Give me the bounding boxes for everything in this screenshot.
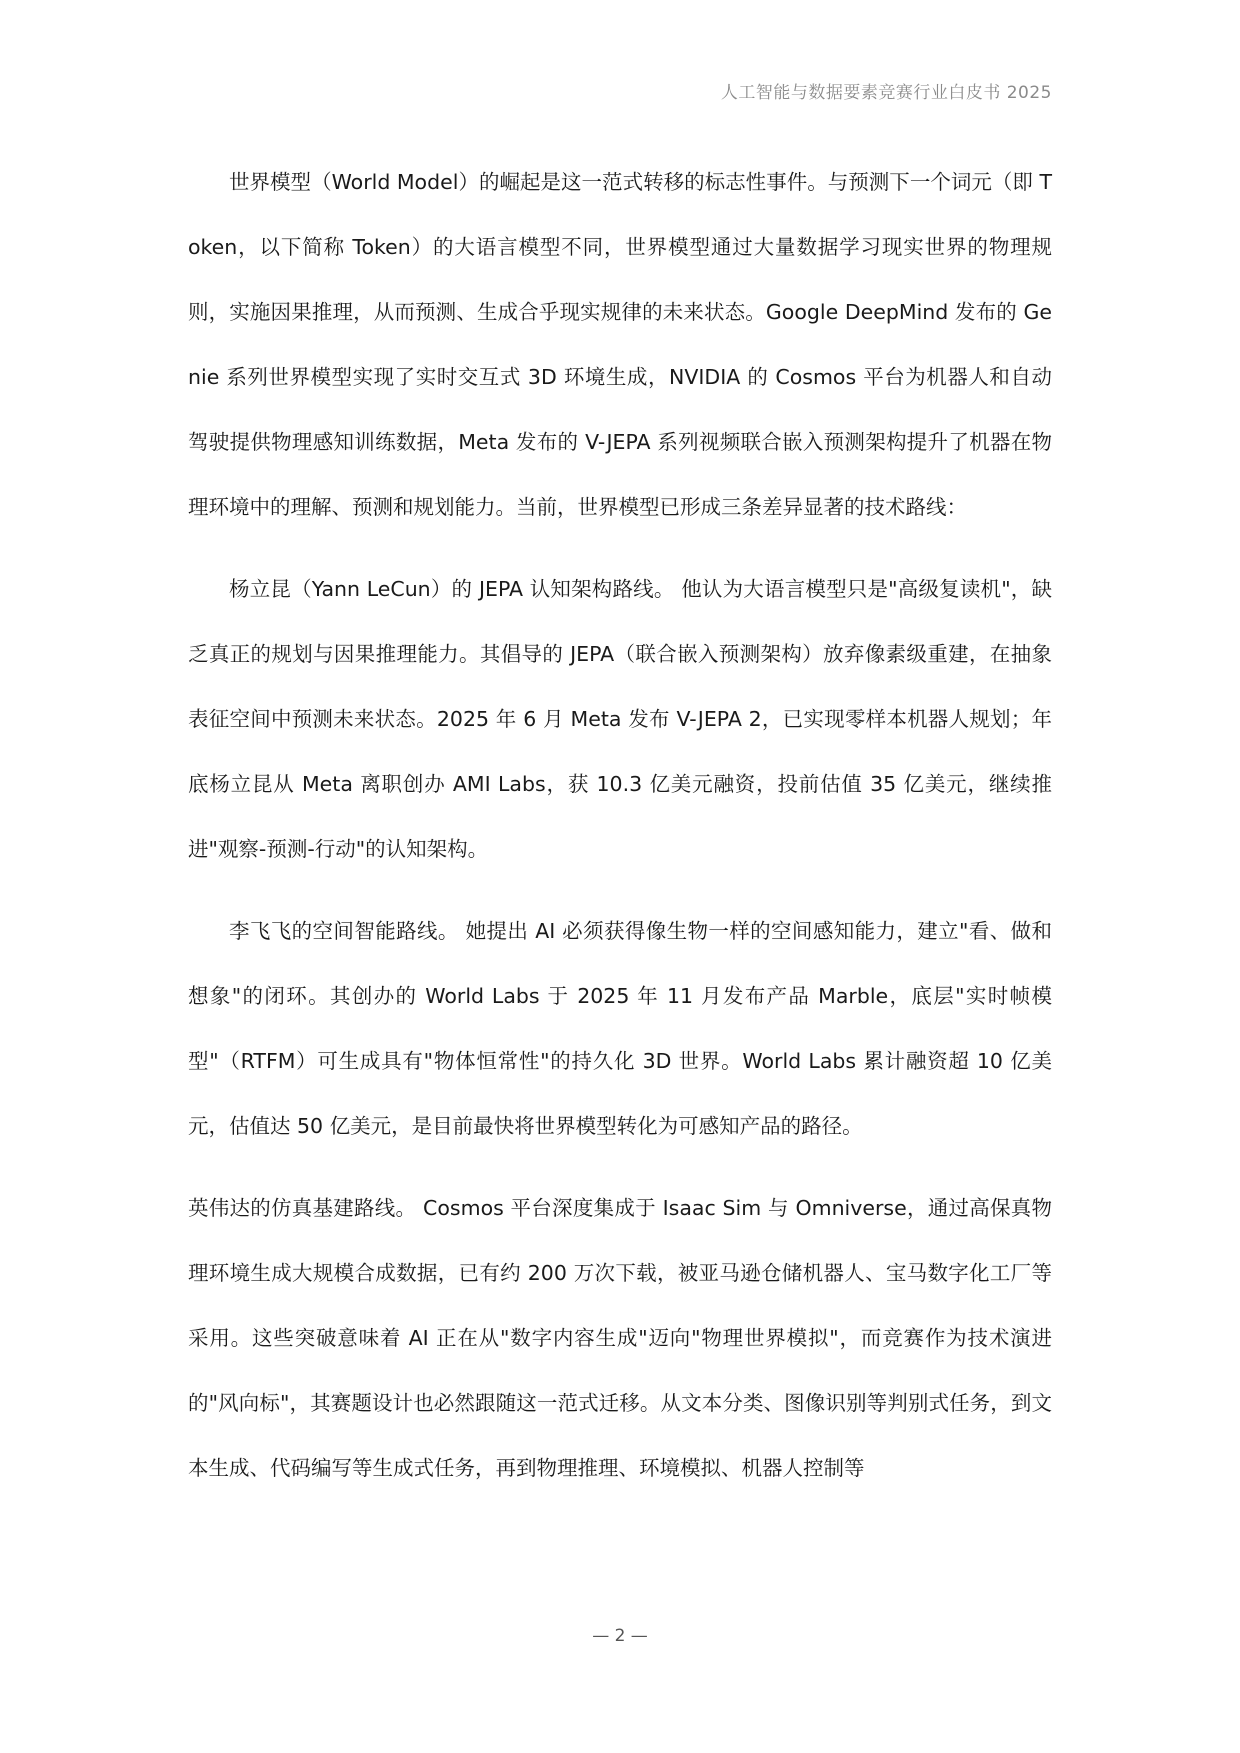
paragraph-jepa-route: 杨立昆（Yann LeCun）的 JEPA 认知架构路线。 他认为大语言模型只是"高级复读机"，缺乏真正的规划与因果推理能力。其倡导的 JEPA（联合嵌入预测架构）放弃像素级重建，在抽象表征空间中预测未来状态。2025 年 6 月 Meta 发布 V-JEPA 2，已实现零样本机器人规划；年底杨立昆从 Meta 离职创办 AMI Labs，获 10.3 亿美元融资，投前估值 35 亿美元，继续推进"观察-预测-行动"的认知架构。 [188,577,1052,861]
paragraph-simulation-route: 英伟达的仿真基建路线。 Cosmos 平台深度集成于 Isaac Sim 与 Omniverse，通过高保真物理环境生成大规模合成数据，已有约 200 万次下载，被亚马逊仓储机器人、宝马数字化工厂等采用。这些突破意味着 AI 正在从"数字内容生成"迈向"物理世界模拟"，而竞赛作为技术演进的"风向标"，其赛题设计也必然跟随这一范式迁移。从文本分类、图像识别等判别式任务，到文本生成、代码编写等生成式任务，再到物理推理、环境模拟、机器人控制等 [188,1196,1052,1480]
document-body [188,150,1052,1518]
page-number: — 2 — [592,1626,648,1646]
paragraph-spatial-intelligence-route: 李飞飞的空间智能路线。 她提出 AI 必须获得像生物一样的空间感知能力，建立"看、做和想象"的闭环。其创办的 World Labs 于 2025 年 11 月发布产品 Marble，底层"实时帧模型"（RTFM）可生成具有"物体恒常性"的持久化 3D 世界。World Labs 累计融资超 10 亿美元，估值达 50 亿美元，是目前最快将世界模型转化为可感知产品的路径。 [188,919,1052,1138]
running-header: 人工智能与数据要素竞赛行业白皮书 2025 [720,83,1052,103]
paragraph-world-model-intro: 世界模型（World Model）的崛起是这一范式转移的标志性事件。与预测下一个词元（即 Token，以下简称 Token）的大语言模型不同，世界模型通过大量数据学习现实世界的物理规则，实施因果推理，从而预测、生成合乎现实规律的未来状态。Google DeepMind 发布的 Genie 系列世界模型实现了实时交互式 3D 环境生成，NVIDIA 的 Cosmos 平台为机器人和自动驾驶提供物理感知训练数据，Meta 发布的 V-JEPA 系列视频联合嵌入预测架构提升了机器在物理环境中的理解、预测和规划能力。当前，世界模型已形成三条差异显著的技术路线： [188,170,1052,519]
